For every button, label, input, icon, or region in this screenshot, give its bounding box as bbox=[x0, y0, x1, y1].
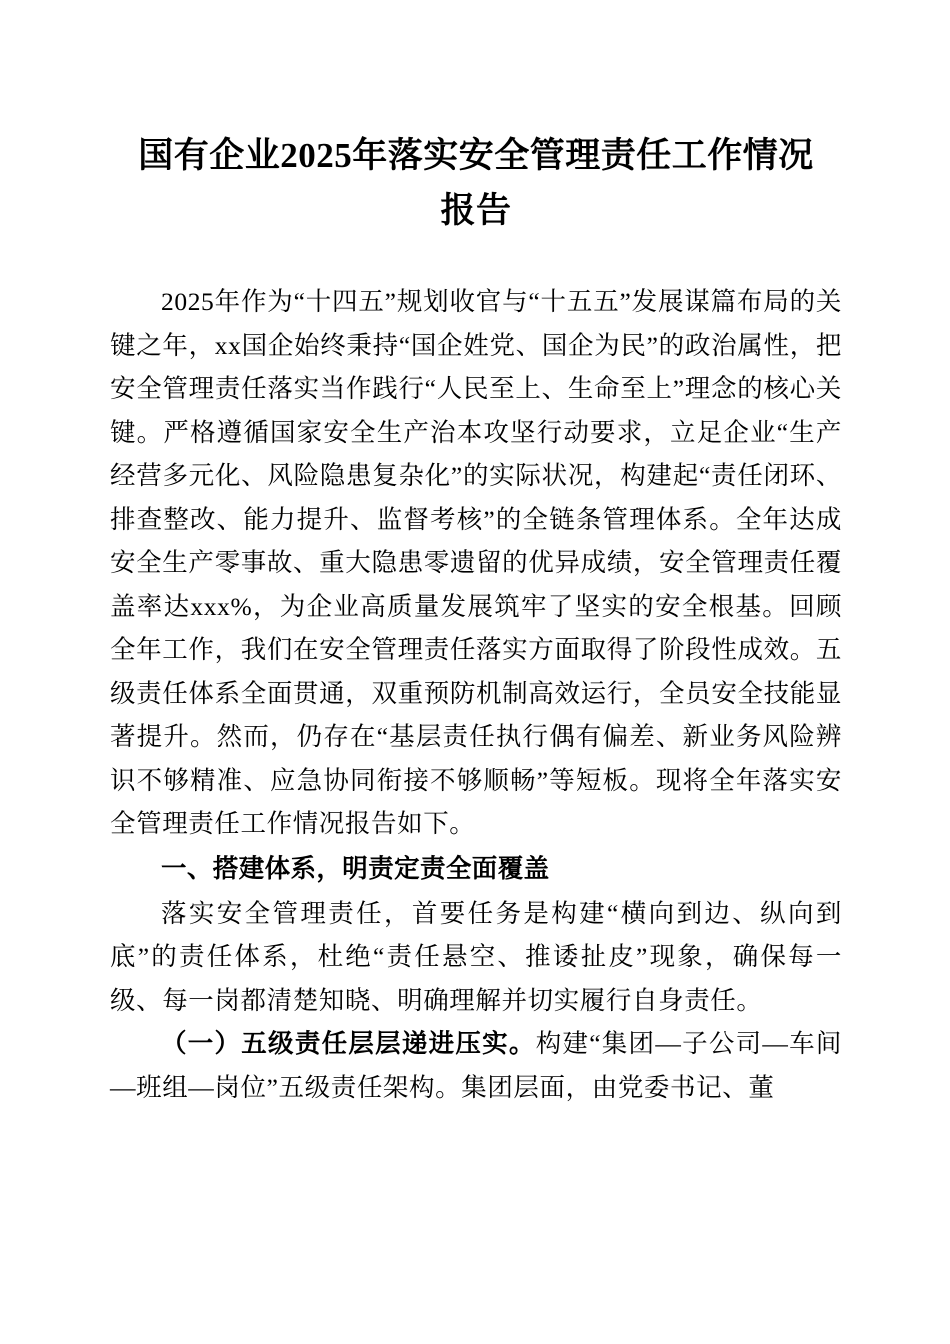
paragraph-section-one-intro: 落实安全管理责任，首要任务是构建“横向到边、纵向到底”的责任体系，杜绝“责任悬空、推诿扯皮”现象，确保每一级、每一岗都清楚知晓、明确理解并切实履行自身责任。 bbox=[110, 898, 842, 1015]
page-title-line-1: 国有企业2025年落实安全管理责任工作情况 bbox=[138, 136, 814, 175]
subsection-one-body: 构建“集团—子公司—车间—班组—岗位”五级责任架构。集团层面，由党委书记、董 bbox=[110, 1029, 842, 1102]
document-content bbox=[110, 0, 842, 1109]
document-body bbox=[110, 280, 842, 1109]
paragraph-intro: 2025年作为“十四五”规划收官与“十五五”发展谋篇布局的关键之年，xx国企始终秉持“国企姓党、国企为民”的政治属性，把安全管理责任落实当作践行“人民至上、生命至上”理念的核心关键。严格遵循国家安全生产治本攻坚行动要求，立足企业“生产经营多元化、风险隐患复杂化”的实际状况，构建起“责任闭环、排查整改、能力提升、监督考核”的全链条管理体系。全年达成安全生产零事故、重大隐患零遗留的优异成绩，安全管理责任覆盖率达xxx%，为企业高质量发展筑牢了坚实的安全根基。回顾全年工作，我们在安全管理责任落实方面取得了阶段性成效。五级责任体系全面贯通，双重预防机制高效运行，全员安全技能显著提升。然而，仍存在“基层责任执行偶有偏差、新业务风险辨识不够精准、应急协同衔接不够顺畅”等短板。现将全年落实安全管理责任工作情况报告如下。 bbox=[110, 287, 842, 838]
page-title-line-2: 报告 bbox=[440, 191, 512, 230]
page-title bbox=[110, 0, 842, 238]
paragraph-subsection-one bbox=[110, 1022, 842, 1109]
section-heading-one: 一、搭建体系，明责定责全面覆盖 bbox=[161, 854, 550, 883]
subsection-one-lead-in: （一）五级责任层层递进压实。 bbox=[161, 1029, 536, 1058]
